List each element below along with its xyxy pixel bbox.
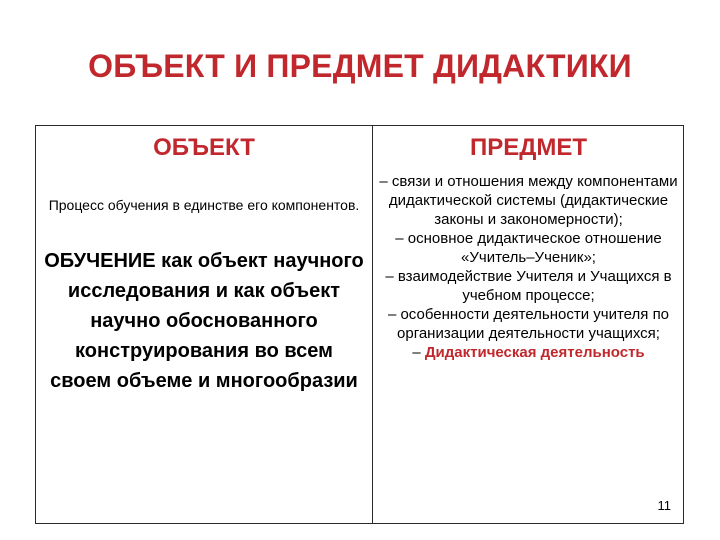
subject-item: – особенности деятельности учителя по организации деятельности учащихся; <box>387 306 670 342</box>
comparison-table <box>35 125 684 524</box>
object-column <box>36 126 372 523</box>
object-heading: ОБЪЕКТ <box>153 134 255 161</box>
highlight-dash: – <box>412 344 421 361</box>
object-description: Процесс обучения в единстве его компонентов. <box>48 197 360 213</box>
slide-title: ОБЪЕКТ И ПРЕДМЕТ ДИДАКТИКИ <box>88 48 632 84</box>
highlight-text: Дидактическая деятельность <box>424 344 645 361</box>
subject-heading: ПРЕДМЕТ <box>469 134 588 161</box>
subject-item: – основное дидактическое отношение «Учитель–Ученик»; <box>395 230 662 266</box>
object-main-text: ОБУЧЕНИЕ как объект научного исследования и как объект научно обоснованного конструирования во всем своем объеме и многообразии <box>44 250 364 392</box>
subject-column <box>373 126 684 523</box>
subject-item: – взаимодействие Учителя и Учащихся в учебном процессе; <box>385 268 672 304</box>
page-number: 11 <box>657 498 671 513</box>
subject-item: – связи и отношения между компонентами дидактической системы (дидактические законы и закономерности); <box>379 173 678 228</box>
subject-item-highlight <box>377 343 680 362</box>
subject-list <box>377 172 680 362</box>
